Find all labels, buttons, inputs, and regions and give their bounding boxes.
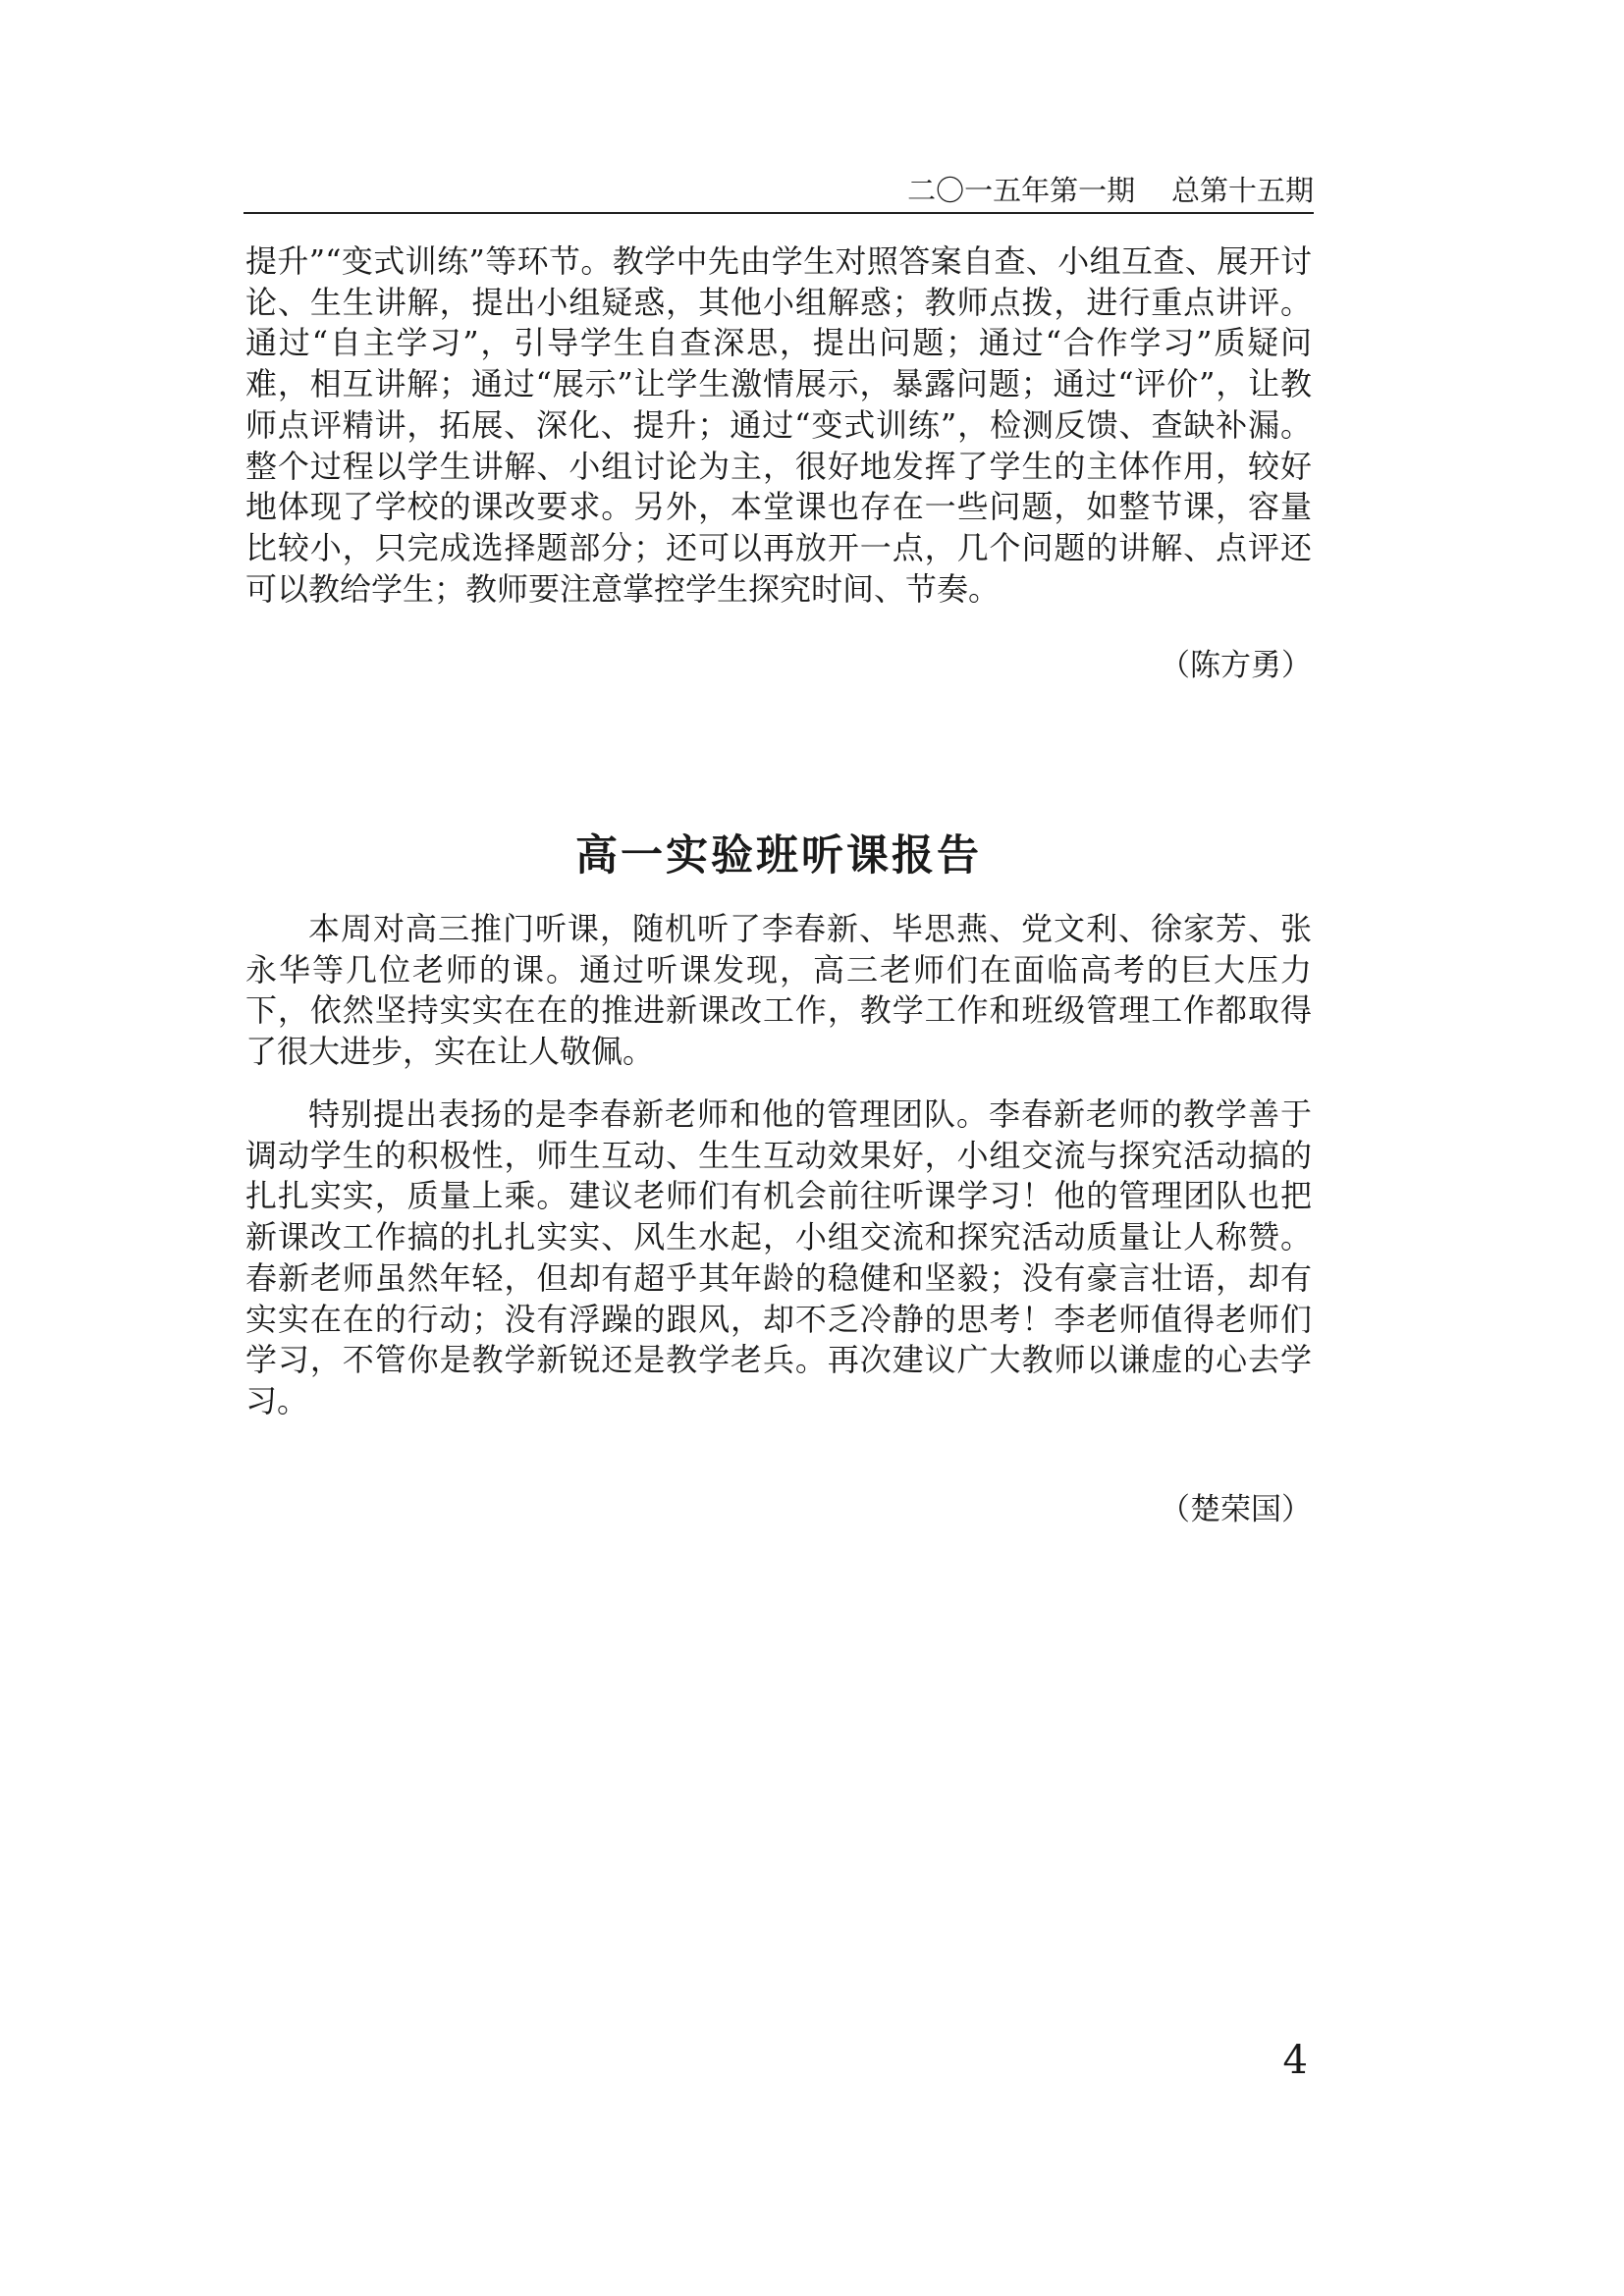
previous-article-paragraph: 提升”“变式训练”等环节。教学中先由学生对照答案自查、小组互查、展开讨论、生生讲解，提出小组疑惑，其他小组解惑；教师点拨，进行重点讲评。通过“自主学习”，引导学生自查深思，提出问题；通过“合作学习”质疑问难，相互讲解；通过“展示”让学生激情展示，暴露问题；通过“评价”，让教师点评精讲，拓展、深化、提升；通过“变式训练”，检测反馈、查缺补漏。整个过程以学生讲解、小组讨论为主，很好地发挥了学生的主体作用，较好地体现了学校的课改要求。另外，本堂课也存在一些问题，如整节课，容量比较小，只完成选择题部分；还可以再放开一点，几个问题的讲解、点评还可以教给学生；教师要注意掌控学生探究时间、节奏。	[245, 242, 1312, 608]
article-title: 高一实验班听课报告	[575, 831, 982, 881]
header-text	[907, 173, 1314, 208]
article-author: （楚荣国）	[1160, 1492, 1312, 1527]
article-paragraph-2: 特别提出表扬的是李春新老师和他的管理团队。李春新老师的教学善于调动学生的积极性，师生互动、生生互动效果好，小组交流与探究活动搞的扎扎实实，质量上乘。建议老师们有机会前往听课学习！他的管理团队也把新课改工作搞的扎扎实实、风生水起，小组交流和探究活动质量让人称赞。春新老师虽然年轻，但却有超乎其年龄的稳健和坚毅；没有豪言壮语，却有实实在在的行动；没有浮躁的跟风，却不乏冷静的思考！李老师值得老师们学习，不管你是教学新锐还是教学老兵。再次建议广大教师以谦虚的心去学习。	[245, 1095, 1312, 1419]
header-total-issue: 总第十五期	[1170, 174, 1314, 207]
header-issue: 二〇一五年第一期	[907, 174, 1136, 207]
running-header	[244, 173, 1314, 214]
previous-article-author: （陈方勇）	[1160, 648, 1312, 683]
article-paragraph-1: 本周对高三推门听课，随机听了李春新、毕思燕、党文利、徐家芳、张永华等几位老师的课。通过听课发现，高三老师们在面临高考的巨大压力下，依然坚持实实在在的推进新课改工作，教学工作和班级管理工作都取得了很大进步，实在让人敬佩。	[245, 910, 1312, 1071]
page-number: 4	[1282, 2038, 1308, 2083]
